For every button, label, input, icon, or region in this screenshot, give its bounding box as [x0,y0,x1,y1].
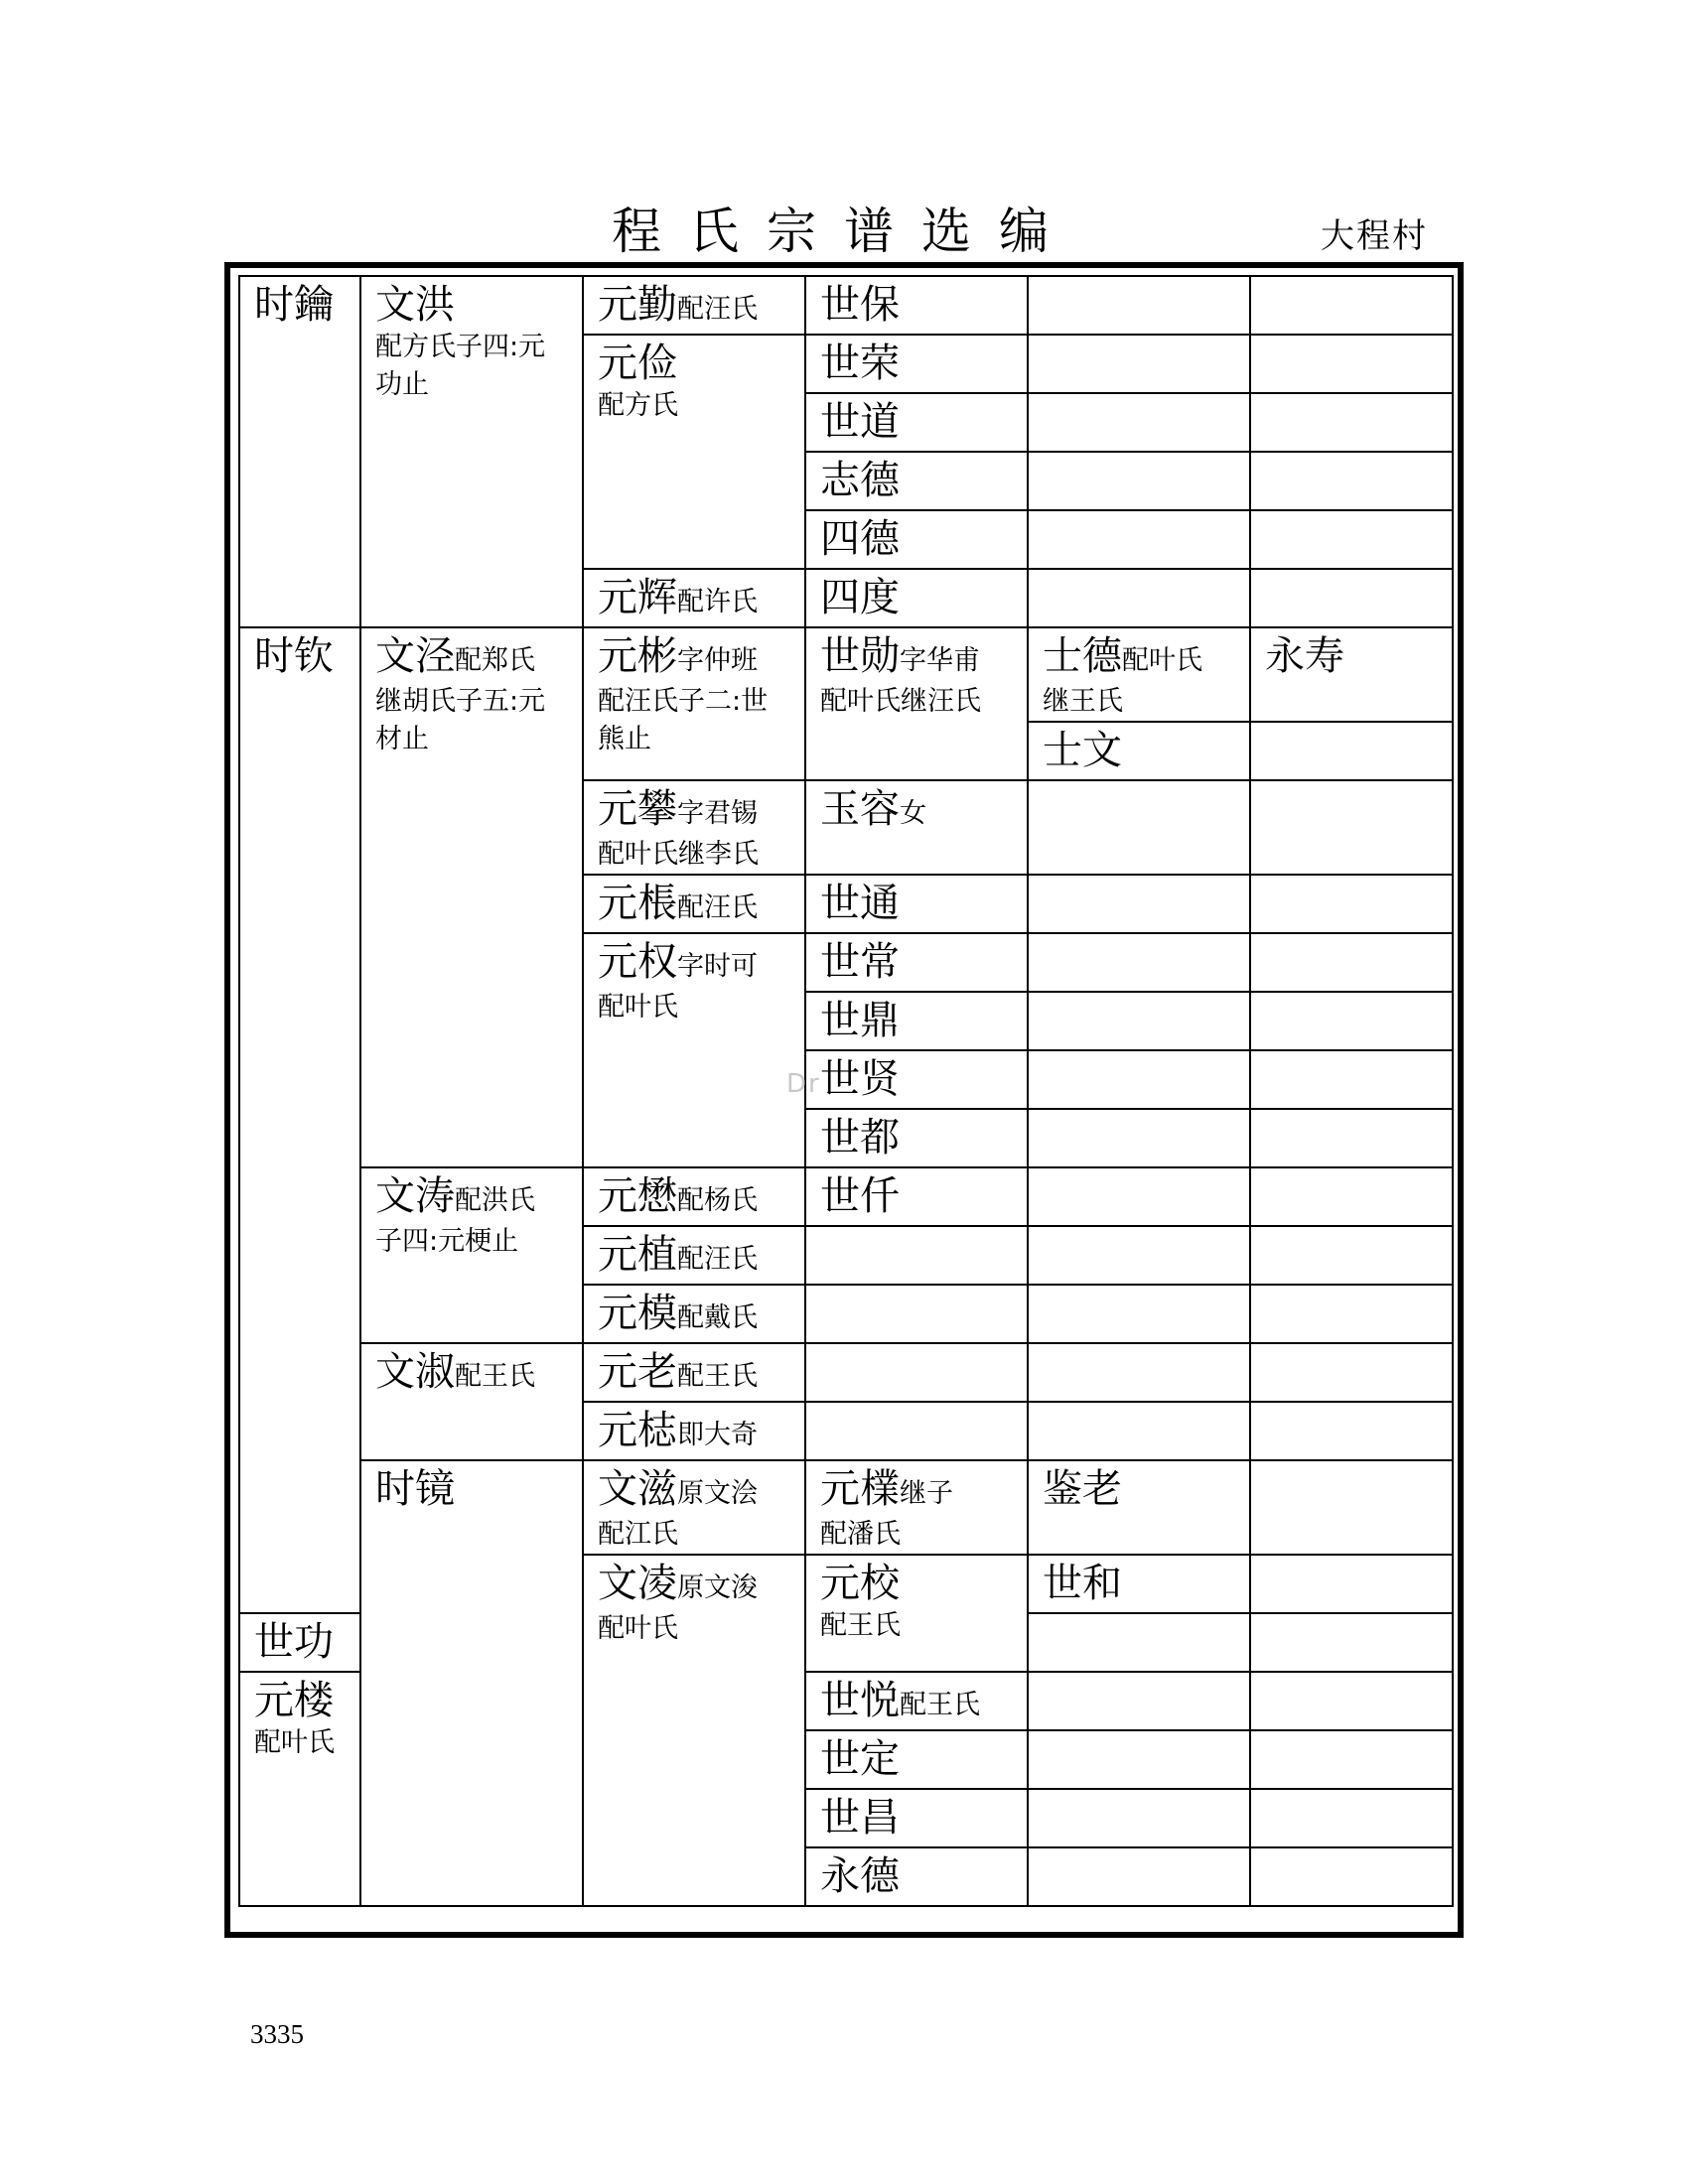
gen3-cell [805,1460,1028,1555]
gen5-cell [1028,1343,1250,1402]
gen4-name: 世鼎 [820,998,900,1043]
gen6-cell [1250,569,1453,627]
gen4-cell [805,627,1028,780]
gen2-cell [583,1460,805,1555]
gen6-cell [1250,1285,1453,1343]
gen6-cell [1250,722,1453,780]
gen5-name: 士文 [1043,728,1122,773]
gen4-name: 世昌 [820,1795,900,1841]
gen4-name: 四度 [820,575,900,620]
genealogy-table [238,275,1454,1907]
gen3-note: 配叶氏 [254,1727,335,1758]
gen5-cell [1028,1730,1250,1789]
gen6-cell [1250,1050,1453,1109]
gen3-note: 配汪氏 [677,892,758,923]
gen5-cell [1028,1285,1250,1343]
gen5-cell [1028,780,1250,875]
gen4-cell [239,1613,360,1672]
gen2-note: 配郑氏 [455,645,535,676]
gen2-note: 配江氏 [598,1519,678,1550]
gen2-note: 配王氏 [455,1361,535,1392]
gen3-note: 配汪氏 [677,1244,758,1275]
gen6-cell [1250,1109,1453,1167]
gen3-note: 配汪氏子二:世熊止 [598,686,769,754]
gen4-cell [805,992,1028,1050]
gen4-cell [805,510,1028,569]
gen5-cell [1028,452,1250,510]
gen6-cell [1250,393,1453,452]
gen4-name: 世仟 [820,1173,900,1219]
gen2-note: 继胡氏子五:元材止 [375,686,546,754]
gen3-note: 字仲班 [677,645,758,676]
gen3-name: 元老 [598,1349,677,1395]
gen5-cell [1250,1460,1453,1555]
gen3-cell [583,569,805,627]
gen5-cell [1028,1613,1250,1672]
gen4-cell [805,452,1028,510]
gen5-cell [1028,1167,1250,1226]
gen2-name: 文淑 [375,1349,455,1395]
gen4-cell [805,875,1028,933]
gen4-cell [805,1789,1028,1847]
gen3-name: 元辉 [598,575,677,620]
gen2-note: 配叶氏 [598,1613,678,1644]
gen5-cell [1028,1847,1250,1906]
gen1-cell [239,627,360,1613]
gen5-cell [1028,1050,1250,1109]
gen2-name: 文滋 [598,1466,677,1512]
gen4-name: 世贤 [820,1056,900,1102]
gen4-name: 永德 [820,1853,900,1899]
gen3-cell [583,780,805,875]
gen5-cell [1028,1402,1250,1460]
gen3-name: 元模 [598,1291,677,1336]
gen4-cell [1028,1555,1250,1613]
gen6-cell [1250,1167,1453,1226]
gen3-cell [805,1555,1028,1672]
gen4-cell [805,1730,1028,1789]
gen6-cell [1250,452,1453,510]
gen5-cell [1028,569,1250,627]
gen3-cell [583,1285,805,1343]
gen4-cell [805,1167,1028,1226]
page-number: 3335 [250,2019,304,2049]
gen2-cell [360,1343,583,1460]
gen4-name: 世和 [1043,1561,1122,1606]
gen3-cell [583,335,805,569]
gen3-cell [583,1167,805,1226]
gen1-name: 时镜 [375,1466,455,1512]
gen5-cell [1028,933,1250,992]
gen4-note: 配王氏 [900,1690,980,1720]
gen3-cell [583,1226,805,1285]
gen3-name: 元俭 [598,341,677,386]
gen3-note: 配王氏 [677,1361,758,1392]
gen6-cell [1250,1789,1453,1847]
gen4-name: 志德 [820,458,900,503]
gen6-cell [1250,1613,1453,1672]
gen2-cell [360,276,583,627]
gen3-note: 继子 [900,1478,953,1509]
gen4-cell [805,933,1028,992]
gen6-cell [1250,510,1453,569]
gen3-note: 配叶氏继李氏 [598,839,759,870]
gen3-cell [583,1402,805,1460]
table-row [239,627,1453,722]
gen5-cell [1028,335,1250,393]
gen3-cell [239,1672,360,1906]
gen4-cell [805,1847,1028,1906]
gen6-cell [1250,335,1453,393]
gen4-name: 世悦 [820,1678,900,1723]
gen6-cell [1250,933,1453,992]
table-row [239,276,1453,335]
gen4-note: 女 [900,798,926,829]
gen1-cell [360,1460,583,1906]
gen5-cell [1028,510,1250,569]
gen2-cell [583,1555,805,1906]
gen4-cell [805,276,1028,335]
gen4-cell [805,1109,1028,1167]
gen4-cell [805,335,1028,393]
gen2-note: 子四:元梗止 [375,1226,519,1257]
gen4-cell [805,569,1028,627]
gen6-cell [1250,1672,1453,1730]
table-row [239,1343,1453,1402]
gen6-cell [1250,1226,1453,1285]
gen3-name: 元植 [598,1232,677,1278]
gen5-name: 士德 [1043,633,1122,679]
gen4-name: 鉴老 [1043,1466,1122,1512]
gen4-name: 世保 [820,282,900,328]
gen4-cell [805,393,1028,452]
gen2-name: 文洪 [375,282,455,328]
gen3-note: 配王氏 [820,1610,901,1641]
gen6-cell [1250,875,1453,933]
gen1-name: 时钦 [254,633,334,679]
gen6-name: 永寿 [1265,633,1344,679]
gen6-cell [1250,1402,1453,1460]
gen4-cell [805,780,1028,875]
gen2-name: 文泾 [375,633,455,679]
gen6-cell [1250,1730,1453,1789]
gen5-cell [1028,1672,1250,1730]
gen5-cell [1028,627,1250,722]
gen3-note: 配戴氏 [677,1302,758,1333]
gen3-note: 字君锡 [677,798,758,829]
gen3-note: 配许氏 [677,587,758,617]
gen5-cell [1250,1555,1453,1613]
gen5-cell [1028,1109,1250,1167]
gen6-cell [1250,780,1453,875]
gen3-name: 元权 [598,939,677,985]
gen3-name: 元攀 [598,786,677,832]
gen3-name: 元檏 [820,1466,900,1512]
gen3-note: 配叶氏 [598,992,678,1023]
gen4-name: 四德 [820,516,900,562]
gen5-cell [1028,276,1250,335]
gen3-cell [583,276,805,335]
gen4-cell [805,1226,1028,1285]
gen3-name: 元彬 [598,633,677,679]
gen3-note: 字时可 [677,951,758,982]
gen4-name: 世勋 [820,633,900,679]
gen3-note: 配潘氏 [820,1519,901,1550]
gen3-note: 即大奇 [677,1420,758,1450]
gen6-cell [1250,627,1453,722]
gen2-cell [360,1167,583,1343]
gen6-cell [1250,276,1453,335]
gen5-note: 继王氏 [1043,686,1123,717]
gen6-cell [1250,1847,1453,1906]
gen3-note: 配方氏 [598,390,678,421]
gen3-cell [583,627,805,780]
gen3-name: 元懋 [598,1173,677,1219]
gen2-note: 原文浚 [677,1572,758,1603]
gen4-cell [805,1672,1028,1730]
gen3-note: 配杨氏 [677,1185,758,1216]
gen4-note: 配叶氏继汪氏 [820,686,981,717]
gen2-cell [360,627,583,1167]
gen5-cell [1028,1226,1250,1285]
gen3-name: 元勤 [598,282,677,328]
gen4-cell [805,1343,1028,1402]
gen2-note: 配方氏子四:元功止 [375,332,546,400]
page-title: 程氏宗谱选编 [612,203,1076,260]
gen4-name: 世荣 [820,341,900,386]
watermark: Dr [786,1069,821,1099]
table-row [239,1167,1453,1226]
gen3-name: 元校 [820,1561,900,1606]
gen6-cell [1250,1343,1453,1402]
gen3-name: 元梽 [598,1408,677,1453]
gen5-cell [1028,393,1250,452]
gen1-cell [239,276,360,627]
gen4-name: 世常 [820,939,900,985]
gen2-note: 原文浍 [677,1478,758,1509]
gen2-name: 文凌 [598,1561,677,1606]
gen3-cell [583,933,805,1167]
gen4-cell [805,1402,1028,1460]
gen5-cell [1028,992,1250,1050]
gen4-name: 玉容 [820,786,900,832]
gen3-cell [583,1343,805,1402]
gen5-cell [1028,1789,1250,1847]
village-label: 大程村 [1321,216,1428,256]
table-row [239,1460,1453,1555]
gen5-note: 配叶氏 [1122,645,1202,676]
gen4-cell [805,1050,1028,1109]
gen3-name: 元楼 [254,1678,334,1723]
gen3-note: 配汪氏 [677,294,758,325]
gen2-note: 配洪氏 [455,1185,535,1216]
gen5-cell [1028,722,1250,780]
gen3-cell [583,875,805,933]
gen4-name: 世通 [820,881,900,926]
gen4-name: 世都 [820,1115,900,1160]
gen4-note: 字华甫 [900,645,980,676]
gen3-name: 元棖 [598,881,677,926]
gen4-cell [1028,1460,1250,1555]
gen4-name: 世功 [254,1619,334,1665]
gen6-cell [1250,992,1453,1050]
gen4-cell [805,1285,1028,1343]
gen1-name: 时鑰 [254,282,334,328]
gen2-name: 文涛 [375,1173,455,1219]
gen4-name: 世定 [820,1736,900,1782]
gen5-cell [1028,875,1250,933]
gen4-name: 世道 [820,399,900,445]
